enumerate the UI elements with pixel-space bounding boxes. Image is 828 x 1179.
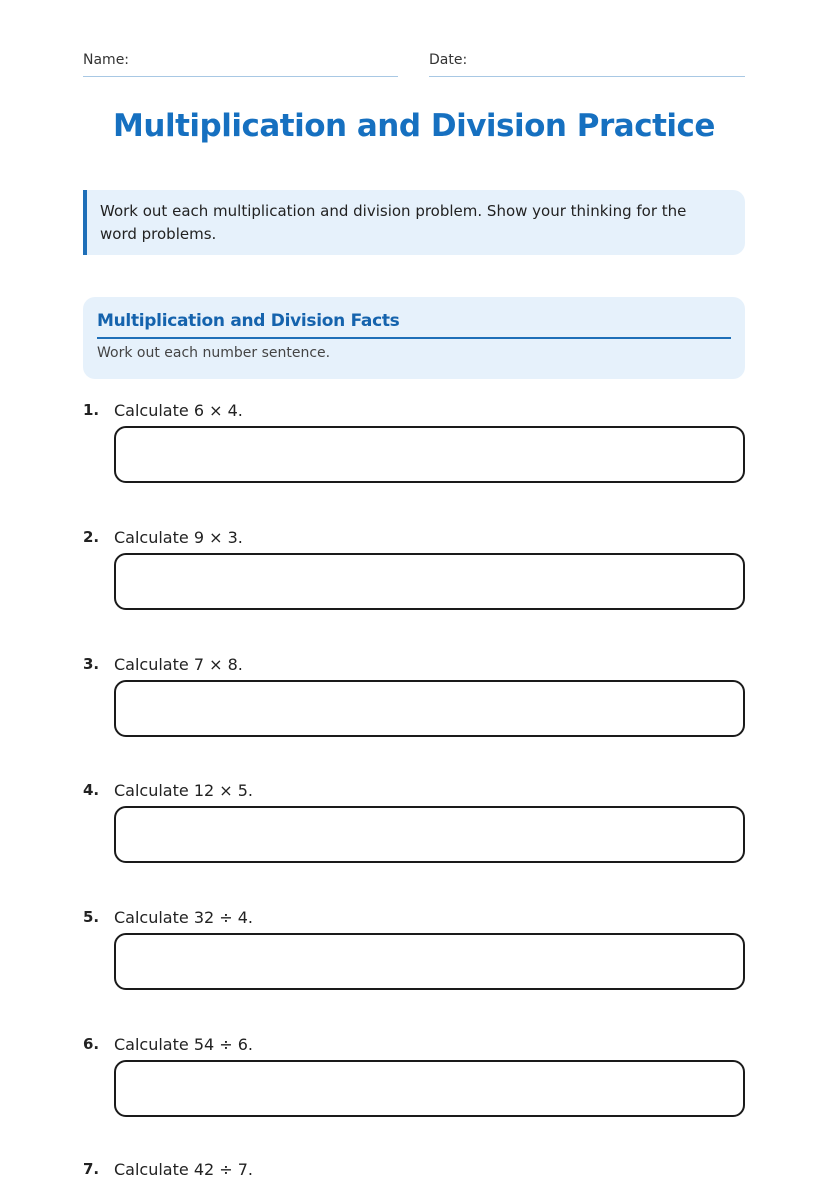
question-text: Calculate 9 × 3. xyxy=(114,528,243,547)
date-label: Date: xyxy=(429,52,468,68)
question-number: 2. xyxy=(83,528,100,546)
question-number: 4. xyxy=(83,781,100,799)
question-text: Calculate 32 ÷ 4. xyxy=(114,908,254,927)
answer-box[interactable] xyxy=(114,1060,745,1117)
instructions-box xyxy=(83,190,745,255)
section-header xyxy=(83,297,745,379)
answer-box[interactable] xyxy=(114,806,745,863)
header-fields xyxy=(83,52,745,78)
question-number: 1. xyxy=(83,401,100,419)
question-number: 7. xyxy=(83,1160,100,1178)
answer-box[interactable] xyxy=(114,680,745,737)
question-text: Calculate 7 × 8. xyxy=(114,655,243,674)
name-field[interactable] xyxy=(83,52,398,77)
answer-box[interactable] xyxy=(114,553,745,610)
question-number: 6. xyxy=(83,1035,100,1053)
worksheet-title: Multiplication and Division Practice xyxy=(113,108,715,144)
question-number: 5. xyxy=(83,908,100,926)
answer-box[interactable] xyxy=(114,426,745,483)
name-label: Name: xyxy=(83,52,130,68)
question-text: Calculate 42 ÷ 7. xyxy=(114,1160,254,1179)
question-text: Calculate 6 × 4. xyxy=(114,401,243,420)
section-title: Multiplication and Division Facts xyxy=(97,311,731,339)
question-text: Calculate 54 ÷ 6. xyxy=(114,1035,254,1054)
section-subtitle: Work out each number sentence. xyxy=(97,345,331,361)
question-number: 3. xyxy=(83,655,100,673)
question-text: Calculate 12 × 5. xyxy=(114,781,254,800)
instructions-text: Work out each multiplication and division problem. Show your thinking for the word problems. xyxy=(100,202,687,243)
answer-box[interactable] xyxy=(114,933,745,990)
date-field[interactable] xyxy=(429,52,745,77)
